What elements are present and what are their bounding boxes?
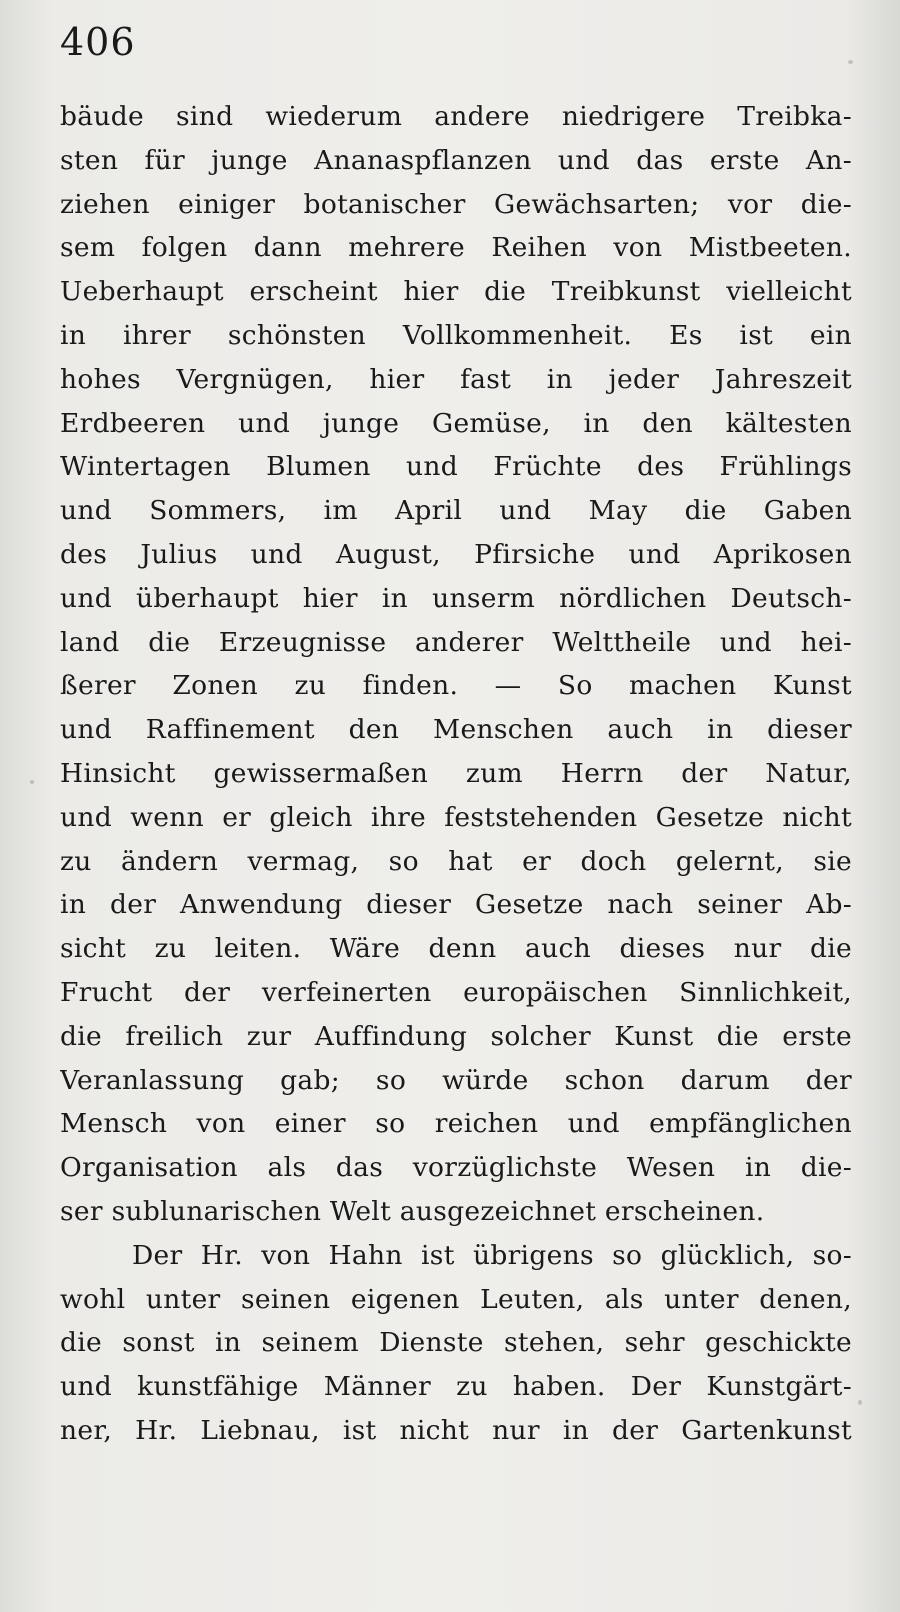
text-line: des Julius und August, Pfirsiche und Aprikosen xyxy=(60,538,852,570)
text-line: ser sublunarischen Welt ausgezeichnet erscheinen. xyxy=(60,1195,765,1227)
text-line: ziehen einiger botanischer Gewächsarten; vor die- xyxy=(60,188,852,220)
paper-speck xyxy=(30,780,34,784)
text-line: in der Anwendung dieser Gesetze nach seiner Ab- xyxy=(60,889,852,921)
text-line: und Raffinement den Menschen auch in dieser xyxy=(60,714,852,746)
text-line: land die Erzeugnisse anderer Welttheile und hei- xyxy=(60,626,852,658)
text-line: Wintertagen Blumen und Früchte des Frühlings xyxy=(60,451,852,483)
text-line: sem folgen dann mehrere Reihen von Mistbeeten. xyxy=(60,232,852,264)
text-line: und kunstfähige Männer zu haben. Der Kunstgärt- xyxy=(60,1371,852,1403)
text-line: in ihrer schönsten Vollkommenheit. Es ist ein xyxy=(60,319,852,351)
text-line: Organisation als das vorzüglichste Wesen in die- xyxy=(60,1152,852,1184)
text-line: hohes Vergnügen, hier fast in jeder Jahreszeit xyxy=(60,363,852,395)
text-line: Veranlassung gab; so würde schon darum der xyxy=(60,1064,852,1096)
text-line: sicht zu leiten. Wäre denn auch dieses nur die xyxy=(60,933,852,965)
text-line: und wenn er gleich ihre feststehenden Gesetze nicht xyxy=(60,801,852,833)
text-line: Hinsicht gewissermaßen zum Herrn der Natur, xyxy=(60,757,852,789)
text-line: die freilich zur Auffindung solcher Kunst die erste xyxy=(60,1020,852,1052)
text-line: bäude sind wiederum andere niedrigere Treibka- xyxy=(60,101,852,132)
paper-speck xyxy=(858,1400,862,1405)
text-line: Mensch von einer so reichen und empfänglichen xyxy=(60,1108,852,1140)
body-text xyxy=(60,95,852,1453)
text-line: Erdbeeren und junge Gemüse, in den kältesten xyxy=(60,407,852,439)
text-line: Frucht der verfeinerten europäischen Sinnlichkeit, xyxy=(60,976,852,1008)
text-line: die sonst in seinem Dienste stehen, sehr geschickte xyxy=(60,1327,852,1359)
text-line: ner, Hr. Liebnau, ist nicht nur in der Gartenkunst xyxy=(60,1414,852,1446)
text-line: wohl unter seinen eigenen Leuten, als unter denen, xyxy=(60,1283,852,1315)
text-line: ßerer Zonen zu finden. — So machen Kunst xyxy=(60,670,852,702)
page-number: 406 xyxy=(60,20,136,64)
text-line: und überhaupt hier in unserm nördlichen Deutsch- xyxy=(60,582,852,614)
paper-speck xyxy=(848,60,853,64)
text-line: zu ändern vermag, so hat er doch gelernt, sie xyxy=(60,845,852,877)
paragraph-start-line: Der Hr. von Hahn ist übrigens so glücklich, so- xyxy=(132,1239,852,1271)
text-line: und Sommers, im April und May die Gaben xyxy=(60,495,852,527)
text-line: Ueberhaupt erscheint hier die Treibkunst vielleicht xyxy=(60,276,852,308)
text-line: sten für junge Ananaspflanzen und das erste An- xyxy=(60,144,852,176)
